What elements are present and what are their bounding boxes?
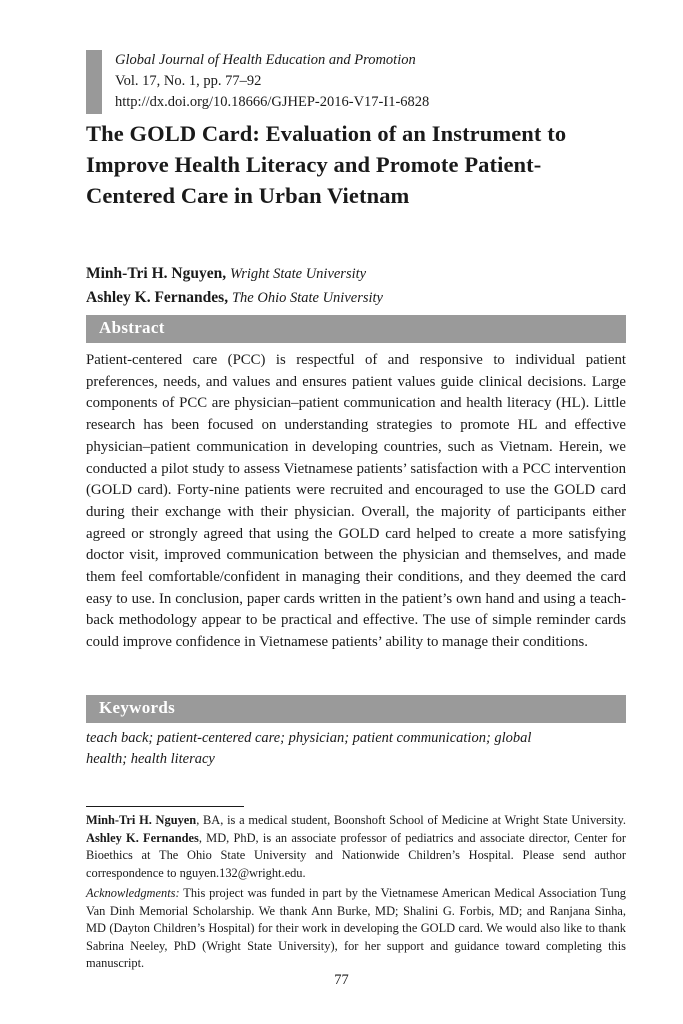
acknowledgments-footnote: [86, 885, 626, 973]
abstract-heading: Abstract: [99, 318, 165, 337]
keywords-body: teach back; patient-centered care; physician; patient communication; global health; health literacy: [86, 730, 532, 767]
journal-name: Global Journal of Health Education and Promotion: [115, 52, 416, 68]
bio-author-2: Ashley K. Fernandes: [86, 830, 199, 845]
author-2-affiliation: The Ohio State University: [231, 290, 383, 306]
author-1-name: Minh-Tri H. Nguyen,: [86, 265, 227, 282]
abstract-heading-bar: [86, 315, 626, 343]
journal-marker-bar: [86, 50, 102, 114]
bio-text-1: , BA, is a medical student, Boonshoft School of Medicine at Wright State University.: [196, 813, 626, 827]
footnote-divider: [86, 806, 244, 807]
keywords-heading-bar: [86, 695, 626, 723]
author-2-name: Ashley K. Fernandes,: [86, 289, 229, 306]
keywords-heading: Keywords: [99, 698, 176, 717]
page-number: 77: [334, 972, 349, 988]
article-title: The GOLD Card: Evaluation of an Instrument to Improve Health Literacy and Promote Patient-Centered Care in Urban Vietnam: [86, 121, 567, 208]
acknowledgments-text: This project was funded in part by the Vietnamese American Medical Association Tung Van Dinh Memorial Scholarship. We thank Ann Burke, MD; Shalini G. Forbis, MD; and Ranjana Sinha, MD (Dayton Children’s Hospital) for their work in developing the GOLD card. We would also like to thank Sabrina Neeley, PhD (Wright State University), for her support and guidance toward completing this manuscript.: [86, 886, 626, 971]
bio-text-2: , MD, PhD, is an associate professor of pediatrics and associate director, Center for Bioethics at The Ohio State University and Nationwide Children’s Hospital. Please send author correspondence to nguyen.132@wright.edu.: [86, 830, 626, 880]
author-2: [86, 286, 383, 310]
journal-volume: Vol. 17, No. 1, pp. 77–92: [115, 73, 262, 89]
author-list: [86, 262, 383, 310]
bio-author-1: Minh-Tri H. Nguyen: [86, 813, 197, 827]
abstract-body: Patient-centered care (PCC) is respectful of and responsive to individual patient preferences, needs, and values and ensures patient values guide clinical decisions. Large components of PCC are physician–patient communication and health literacy (HL). Little research has been focused on understanding strategies to promote HL and effective physician–patient communication in developing countries, such as Vietnam. Herein, we conducted a pilot study to assess Vietnamese patients’ satisfaction with a PCC intervention (GOLD card). Forty-nine patients were recruited and encouraged to use the GOLD card during their exchange with their physician. Overall, the majority of participants either agreed or strongly agreed that using the GOLD card helped to create a more satisfying doctor visit, improved communication between the physician and themselves, and made them feel comfortable/confident in managing their conditions, and they deemed the card easy to use. In conclusion, paper cards written in the patient’s own hand and using a teach-back methodology appear to be practical and effective. The use of simple reminder cards could improve confidence in Vietnamese patients’ ability to manage their conditions.: [86, 352, 626, 651]
journal-header: [115, 50, 429, 113]
author-bio-footnote: [86, 812, 626, 882]
journal-doi[interactable]: http://dx.doi.org/10.18666/GJHEP-2016-V17-I1-6828: [115, 94, 430, 110]
author-1: [86, 262, 383, 286]
author-1-affiliation: Wright State University: [229, 266, 367, 282]
acknowledgments-label: Acknowledgments:: [86, 886, 180, 900]
